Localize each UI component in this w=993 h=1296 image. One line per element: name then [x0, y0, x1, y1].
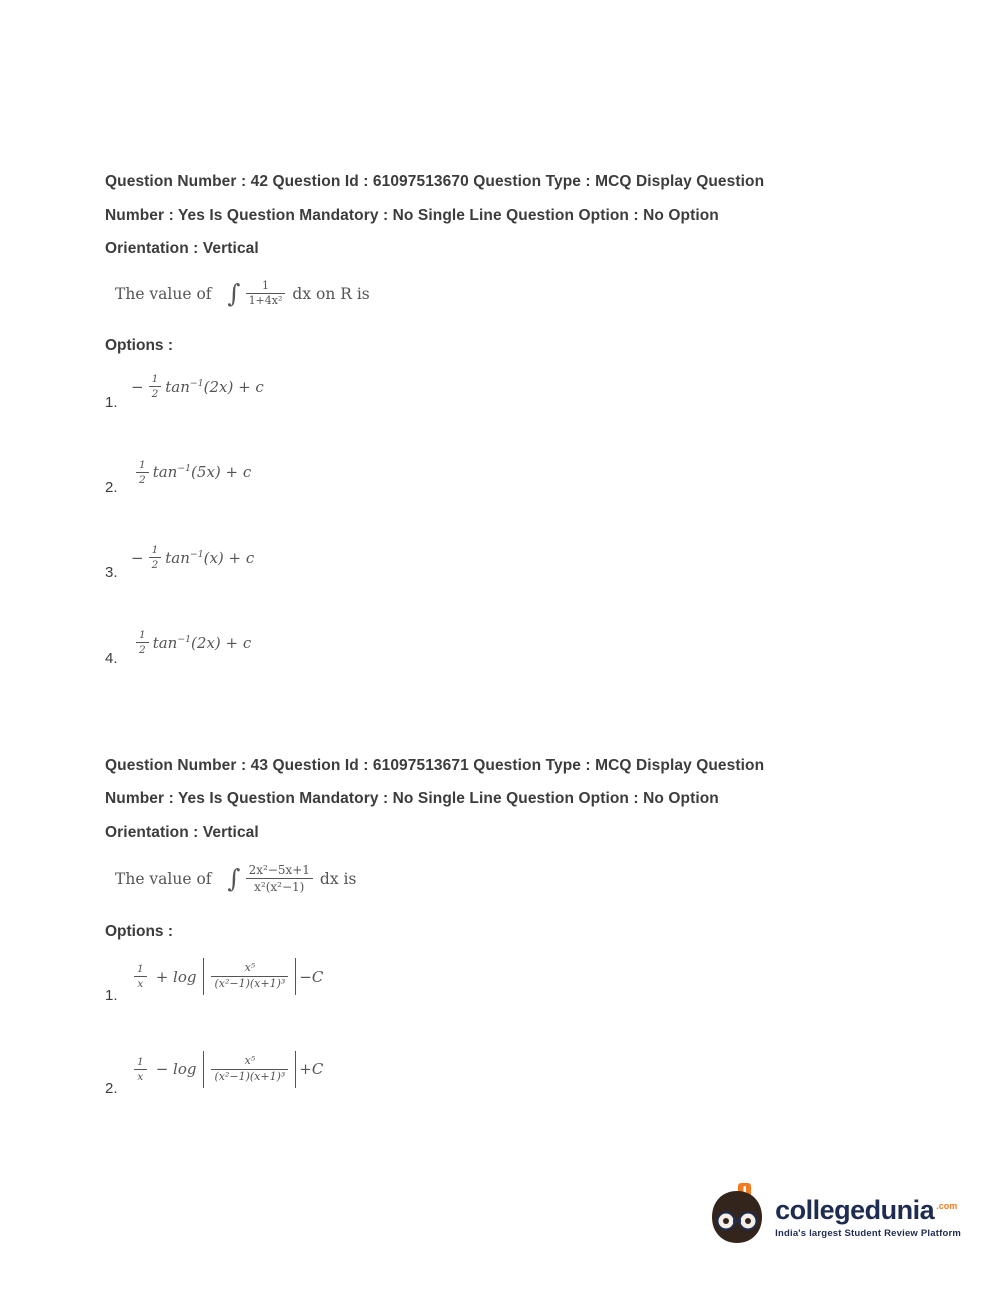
- fraction: [136, 458, 149, 487]
- minus-sign: −: [131, 377, 144, 396]
- fraction-denominator: x: [137, 1070, 144, 1083]
- option-row: [105, 961, 903, 1005]
- expression: [153, 634, 252, 652]
- brand-name: [775, 1196, 961, 1226]
- function-argument: (2x) + c: [203, 377, 264, 396]
- integral-symbol: ∫: [227, 864, 241, 894]
- constant-term: +C: [299, 1060, 324, 1079]
- fraction: [149, 543, 162, 572]
- brand-domain-suffix: .com: [936, 1200, 958, 1211]
- absolute-value-bars: [203, 958, 296, 995]
- fraction-numerator: x⁵: [211, 961, 288, 977]
- fraction: [211, 961, 288, 992]
- expression: [165, 549, 254, 567]
- function-argument: (x) + c: [203, 548, 255, 567]
- fraction-numerator: 1: [134, 1055, 147, 1070]
- operator-log: − log: [155, 1060, 197, 1079]
- option-row: [105, 629, 903, 667]
- fraction: [134, 1055, 147, 1084]
- fraction-numerator: 1: [136, 628, 149, 643]
- fraction-denominator: x²(x²−1): [254, 880, 305, 895]
- stem-text: The value of: [115, 284, 212, 303]
- mascot-icon: [708, 1183, 766, 1252]
- meta-line: Number : Yes Is Question Mandatory : No Single Line Question Option : No Option: [105, 790, 719, 808]
- option-number: 2.: [105, 478, 118, 496]
- options-label: Options :: [105, 923, 174, 941]
- function-argument: (2x) + c: [191, 633, 252, 652]
- fraction-denominator: 2: [151, 559, 159, 572]
- minus-sign: −: [131, 548, 144, 567]
- fraction: [246, 862, 313, 895]
- fraction: [136, 628, 149, 657]
- absolute-value-bars: [203, 1051, 296, 1088]
- fraction-denominator: 2: [139, 644, 146, 657]
- fraction: [211, 1054, 288, 1085]
- question-stem: [115, 862, 903, 895]
- meta-line: Question Number : 42 Question Id : 61097513670 Question Type : MCQ Display Question: [105, 173, 765, 190]
- option-number: 2.: [105, 1079, 118, 1097]
- option-row: [105, 373, 903, 411]
- brand-wordmark: collegedunia: [775, 1194, 935, 1225]
- option-formula: [131, 458, 251, 487]
- fraction-numerator: 2x²−5x+1: [246, 862, 313, 879]
- options-label: Options :: [105, 337, 174, 355]
- option-formula: [131, 543, 254, 572]
- stem-text: dx on R is: [292, 284, 370, 303]
- meta-line: Number : Yes Is Question Mandatory : No Single Line Question Option : No Option: [105, 206, 719, 224]
- brand-text: [775, 1196, 961, 1240]
- fraction-numerator: 1: [136, 458, 149, 473]
- stem-text: The value of: [115, 869, 212, 888]
- fraction: [149, 372, 162, 401]
- fraction-denominator: 2: [151, 388, 159, 401]
- stem-text: dx is: [319, 869, 357, 888]
- collegedunia-logo: [708, 1183, 961, 1252]
- function-argument: (5x) + c: [191, 463, 252, 482]
- superscript: −1: [189, 548, 204, 560]
- fraction-numerator: x⁵: [211, 1054, 288, 1070]
- fraction-numerator: 1: [134, 962, 147, 977]
- option-number: 4.: [105, 649, 118, 667]
- brand-tagline: India's largest Student Review Platform: [775, 1228, 961, 1240]
- superscript: −1: [177, 633, 192, 645]
- option-row: [105, 458, 903, 496]
- fraction-numerator: 1: [149, 543, 162, 558]
- option-formula: [131, 958, 323, 995]
- meta-line: Orientation : Vertical: [105, 240, 259, 257]
- fraction-denominator: 2: [139, 473, 146, 486]
- expression: [165, 378, 264, 396]
- option-row: [105, 1054, 903, 1097]
- superscript: −1: [189, 377, 204, 389]
- fraction-denominator: x: [137, 978, 144, 991]
- option-formula: [131, 628, 251, 657]
- option-row: [105, 543, 903, 582]
- operator-log: + log: [155, 967, 197, 986]
- fraction-numerator: 1: [246, 279, 286, 295]
- function-name: tan: [165, 377, 190, 396]
- question-stem: [115, 279, 903, 310]
- fraction-denominator: (x²−1)(x+1)³: [214, 1069, 286, 1083]
- superscript: −1: [177, 463, 192, 475]
- function-name: tan: [152, 633, 178, 652]
- question-meta: [105, 749, 903, 850]
- integral-symbol: ∫: [227, 279, 241, 309]
- function-name: tan: [165, 548, 190, 567]
- meta-line: Orientation : Vertical: [105, 823, 259, 841]
- option-formula: [131, 372, 264, 401]
- function-name: tan: [152, 463, 178, 482]
- fraction-denominator: (x²−1)(x+1)³: [214, 977, 286, 991]
- expression: [153, 463, 252, 481]
- option-formula: [131, 1051, 323, 1088]
- option-number: 1.: [105, 393, 118, 411]
- fraction: [134, 962, 147, 991]
- question-block-43: [105, 749, 903, 1097]
- option-number: 3.: [105, 564, 118, 582]
- meta-line: Question Number : 43 Question Id : 61097513671 Question Type : MCQ Display Question: [105, 756, 765, 774]
- fraction-denominator: 1+4x²: [248, 294, 283, 308]
- option-number: 1.: [105, 987, 118, 1005]
- fraction: [246, 279, 286, 310]
- question-block-42: [105, 165, 903, 667]
- question-meta: [105, 165, 903, 266]
- constant-term: −C: [299, 967, 324, 986]
- fraction-numerator: 1: [149, 372, 162, 387]
